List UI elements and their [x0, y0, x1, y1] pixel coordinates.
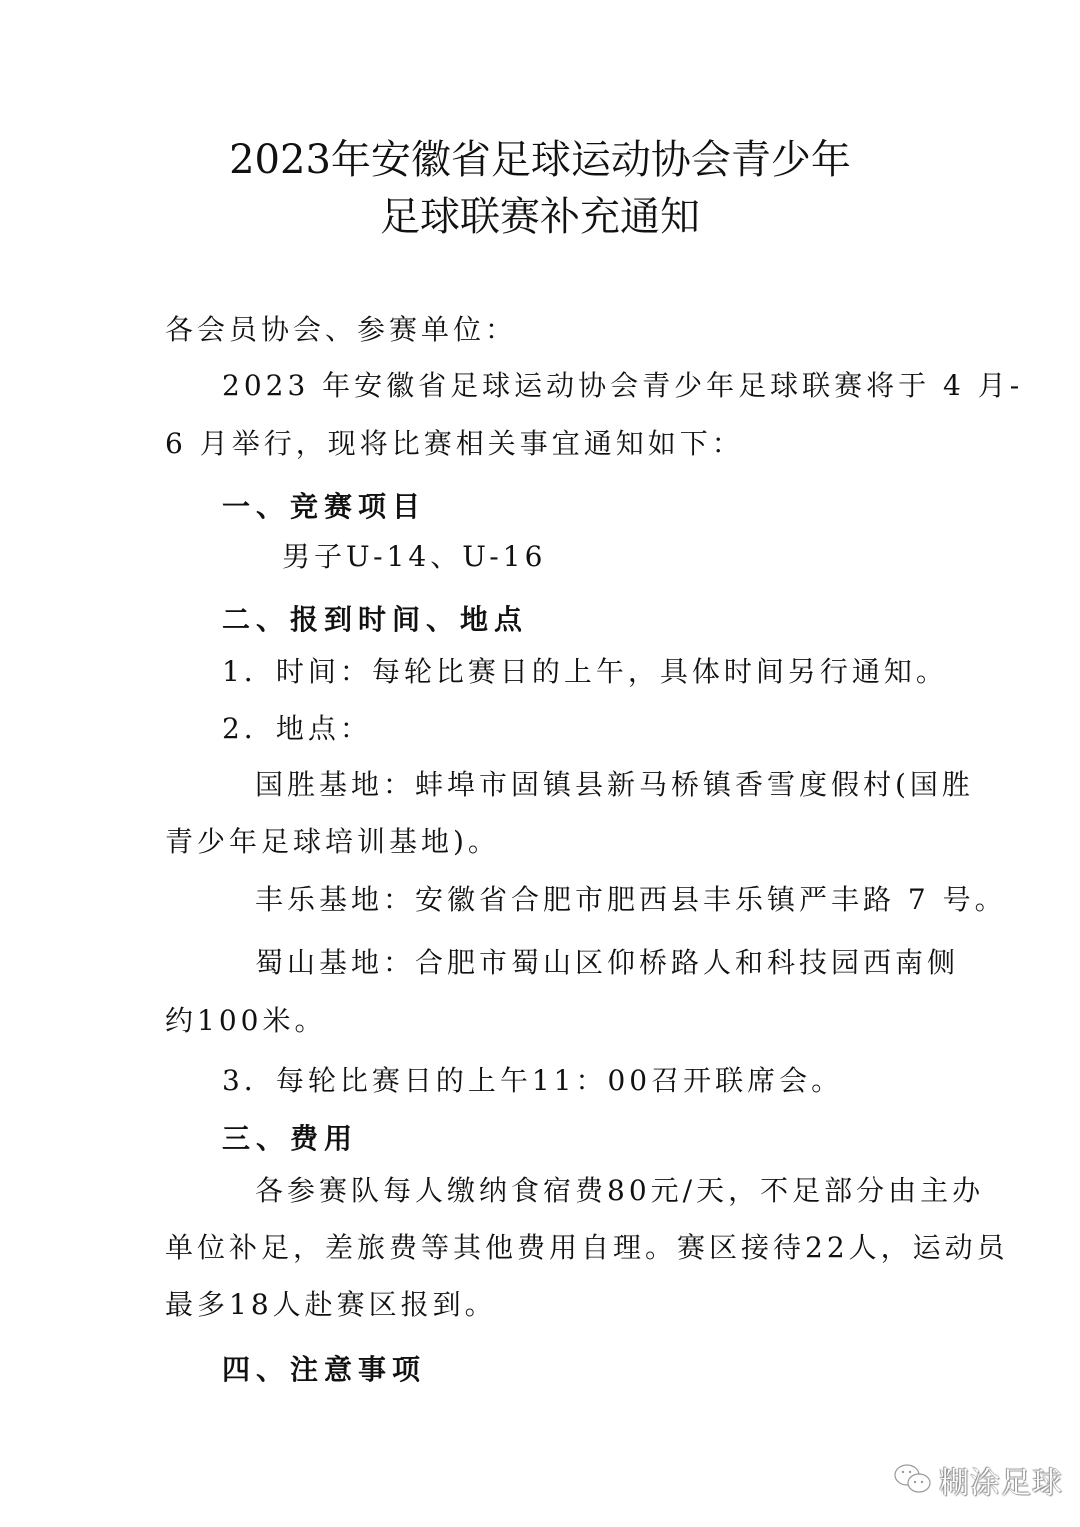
- section-heading-1: 一、竞赛项目: [222, 490, 427, 523]
- section2-meeting: 3．每轮比赛日的上午11：00召开联席会。: [222, 1064, 844, 1097]
- section-heading-3: 三、费用: [222, 1122, 359, 1155]
- section3-line1: 各参赛队每人缴纳食宿费80元/天，不足部分由主办: [255, 1174, 985, 1207]
- wechat-icon: [893, 1463, 933, 1497]
- section-heading-4: 四、注意事项: [222, 1353, 427, 1386]
- section2-guosheng-line1: 国胜基地：蚌埠市固镇县新马桥镇香雪度假村(国胜: [255, 768, 974, 801]
- section2-time: 1．时间：每轮比赛日的上午，具体时间另行通知。: [222, 655, 948, 688]
- section3-line3: 最多18人赴赛区报到。: [165, 1288, 497, 1321]
- section1-line: 男子U-14、U-16: [282, 540, 547, 573]
- salutation: 各会员协会、参赛单位：: [165, 313, 518, 346]
- section-heading-2: 二、报到时间、地点: [222, 603, 529, 636]
- section2-guosheng-line2: 青少年足球培训基地)。: [165, 825, 500, 858]
- section2-fengle: 丰乐基地：安徽省合肥市肥西县丰乐镇严丰路 7 号。: [255, 883, 1007, 916]
- watermark-text: 糊涂足球: [939, 1466, 1063, 1501]
- section2-shushan-line2: 约100米。: [165, 1004, 327, 1037]
- section3-line2: 单位补足，差旅费等其他费用自理。赛区接待22人，运动员: [165, 1231, 1009, 1264]
- section2-shushan-line1: 蜀山基地：合肥市蜀山区仰桥路人和科技园西南侧: [255, 946, 960, 979]
- intro-paragraph-line2: 6 月举行，现将比赛相关事宜通知如下：: [165, 427, 744, 460]
- intro-paragraph-line1: 2023 年安徽省足球运动协会青少年足球联赛将于 4 月-: [222, 369, 1024, 402]
- watermark: [893, 1458, 1063, 1502]
- document-title-line1: 2023年安徽省足球运动协会青少年: [229, 137, 851, 183]
- document-title-line2: 足球联赛补充通知: [380, 194, 700, 240]
- section2-location-label: 2．地点：: [222, 712, 372, 745]
